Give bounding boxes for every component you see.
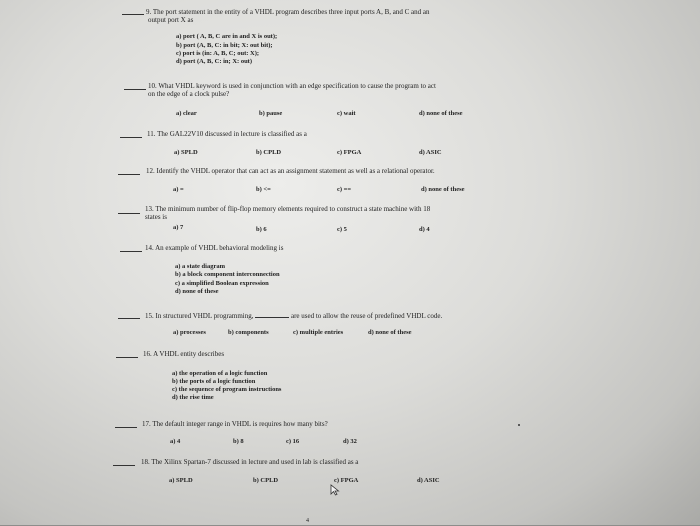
answer-blank-11 — [120, 137, 142, 138]
question-12-option-c: c) == — [337, 186, 352, 193]
question-11-option-b: b) CPLD — [256, 149, 282, 156]
question-9-line2: output port X as — [148, 16, 194, 24]
question-17-text: 17. The default integer range in VHDL is requires how many bits? — [142, 420, 328, 428]
question-10-option-a: a) clear — [176, 110, 197, 117]
question-14-text: 14. An example of VHDL behavioral modeling is — [145, 244, 284, 252]
question-9-option-b: b) port (A, B, C: in bit; X: out bit); — [176, 42, 273, 49]
question-11-option-c: c) FPGA — [337, 149, 362, 156]
question-11-text: 11. The GAL22V10 discussed in lecture is classified as a — [147, 130, 307, 138]
question-16-text: 16. A VHDL entity describes — [143, 350, 225, 358]
question-11-option-a: a) SPLD — [174, 149, 198, 156]
question-15-option-b: b) components — [228, 329, 269, 336]
question-15-text — [145, 311, 442, 321]
question-13-option-a: a) 7 — [173, 224, 184, 231]
question-10-line2: on the edge of a clock pulse? — [148, 90, 230, 98]
question-15-option-c: c) multiple entries — [293, 329, 344, 336]
question-13-line1: 13. The minimum number of flip-flop memory elements required to construct a state machine with 18 — [145, 205, 431, 213]
question-13-option-d: d) 4 — [419, 226, 430, 233]
mouse-cursor-icon — [330, 484, 340, 496]
page-number: 4 — [306, 518, 309, 524]
question-10-option-c: c) wait — [337, 110, 356, 117]
question-18-option-d: d) ASIC — [417, 477, 440, 484]
question-16-option-a: a) the operation of a logic function — [172, 370, 268, 377]
question-13-option-c: c) 5 — [337, 226, 347, 233]
question-15-text-end: are used to allow the reuse of predefined VHDL code. — [289, 312, 443, 320]
question-12-option-a: a) = — [173, 186, 184, 193]
question-17-option-b: b) 8 — [233, 438, 244, 445]
answer-blank-17 — [115, 427, 137, 428]
question-17-option-d: d) 32 — [343, 438, 357, 445]
question-10-option-b: b) pause — [259, 110, 283, 117]
question-12-option-b: b) <= — [256, 186, 271, 193]
answer-blank-18 — [113, 465, 135, 466]
question-18-text: 18. The Xilinx Spartan-7 discussed in lecture and used in lab is classified as a — [141, 458, 359, 466]
answer-blank-16 — [116, 357, 138, 358]
question-17-option-a: a) 4 — [170, 438, 181, 445]
question-16-option-d: d) the rise time — [172, 394, 214, 401]
question-14-option-a: a) a state diagram — [175, 263, 226, 270]
question-9-option-d: d) port (A, B, C: in; X: out) — [176, 58, 253, 65]
question-12-option-d: d) none of these — [421, 186, 465, 193]
answer-blank-9 — [122, 14, 144, 15]
stray-mark — [518, 424, 520, 426]
question-10-line1: 10. What VHDL keyword is used in conjunction with an edge specification to cause the program to act — [148, 82, 436, 90]
question-13-line2: states is — [145, 213, 167, 221]
answer-blank-10 — [124, 89, 146, 90]
answer-blank-14 — [120, 251, 142, 252]
question-18-option-a: a) SPLD — [169, 477, 193, 484]
answer-blank-13 — [118, 213, 140, 214]
answer-blank-12 — [118, 174, 140, 175]
question-13-option-b: b) 6 — [256, 226, 267, 233]
question-9-option-c: c) port is (in: A, B, C; out: X); — [176, 50, 260, 57]
question-15-text-start: 15. In structured VHDL programming, — [145, 312, 256, 320]
question-14-option-b: b) a block component interconnection — [175, 271, 280, 278]
question-11-option-d: d) ASIC — [419, 149, 442, 156]
question-15-option-a: a) processes — [173, 329, 206, 336]
question-15-inline-blank — [255, 311, 289, 318]
question-16-option-c: c) the sequence of program instructions — [172, 386, 282, 393]
question-12-text: 12. Identify the VHDL operator that can act as an assignment statement as well as a relational operator. — [146, 167, 435, 175]
question-18-option-b: b) CPLD — [253, 477, 279, 484]
question-16-option-b: b) the ports of a logic function — [172, 378, 256, 385]
question-18-option-c: c) FPGA — [334, 477, 359, 484]
question-17-option-c: c) 16 — [286, 438, 300, 445]
answer-blank-15 — [118, 318, 140, 319]
question-15-option-d: d) none of these — [368, 329, 412, 336]
question-9-option-a: a) port ( A, B, C are in and X is out); — [176, 33, 278, 40]
question-10-option-d: d) none of these — [419, 110, 463, 117]
question-14-option-c: c) a simplified Boolean expression — [175, 280, 269, 287]
question-9-line1: 9. The port statement in the entity of a VHDL program describes three input ports A, B, and C and an — [146, 8, 430, 16]
question-14-option-d: d) none of these — [175, 288, 219, 295]
